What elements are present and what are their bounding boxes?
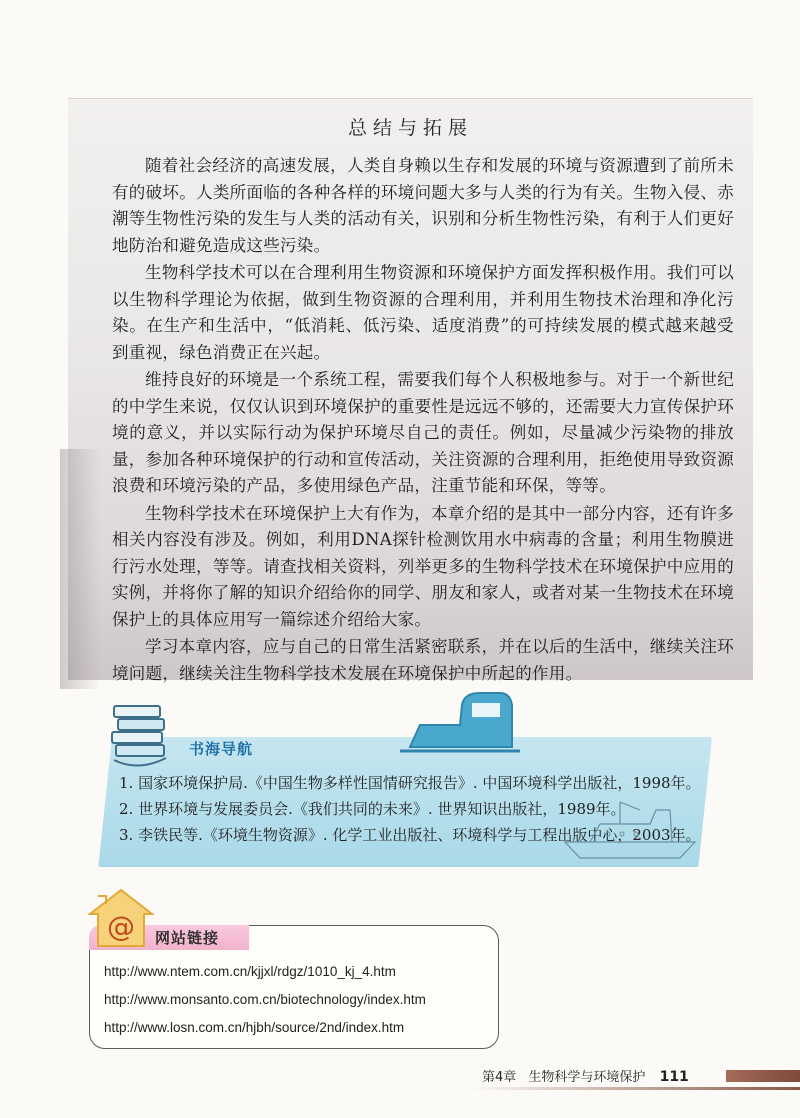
- list-item: 1. 国家环境保护局.《中国生物多样性国情研究报告》. 中国环境科学出版社，1998年。: [119, 774, 701, 792]
- ship-outline-icon: [560, 780, 710, 860]
- summary-panel: [68, 98, 753, 683]
- list-item: 3. 李铁民等.《环境生物资源》. 化学工业出版社、环境科学与工程出版中心，2003年。: [119, 826, 701, 844]
- url-link[interactable]: http://www.monsanto.com.cn/biotechnology/index.htm: [104, 992, 426, 1007]
- books-icon: [108, 700, 174, 772]
- summary-paragraph: 维持良好的环境是一个系统工程，需要我们每个人积极地参与。对于一个新世纪的中学生来说，仅仅认识到环境保护的重要性是远远不够的，还需要大力宣传保护环境的意义，并以实际行动为保护环境尽自己的责任。例如，尽量减少污染物的排放量，参加各种环境保护的行动和宣传活动，关注资源的合理利用，拒绝使用导致资源浪费和环境污染的产品，多使用绿色产品，注重节能和环保，等等。: [112, 370, 734, 495]
- panel-shadow: [60, 449, 100, 689]
- footer-chapter-title: 生物科学与环境保护: [528, 1070, 646, 1085]
- url-link[interactable]: http://www.losn.com.cn/hjbh/source/2nd/index.htm: [104, 1020, 405, 1035]
- summary-paragraph: 生物科学技术在环境保护上大有作为，本章介绍的是其中一部分内容，还有许多相关内容没有涉及。例如，利用DNA探针检测饮用水中病毒的含量；利用生物膜进行污水处理，等等。请查找相关资料，列举更多的生物科学技术在环境保护中应用的实例，并将你了解的知识介绍给你的同学、朋友和家人，或者对某一生物技术在环境保护上的具体应用写一篇综述介绍给大家。: [112, 503, 734, 629]
- website-links-list: [104, 958, 426, 1042]
- url-link[interactable]: http://www.ntem.com.cn/kjjxl/rdgz/1010_kj_4.htm: [104, 964, 396, 979]
- svg-text:@: @: [107, 910, 135, 943]
- footer-bar: [726, 1070, 800, 1082]
- website-links-title: 网站链接: [155, 929, 220, 947]
- summary-paragraph: 学习本章内容，应与自己的日常生活紧密联系，并在以后的生活中，继续关注环境问题，继续关注生物科学技术发展在环境保护中所起的作用。: [112, 637, 734, 683]
- book-guide-title: 书海导航: [189, 740, 254, 758]
- summary-paragraph: 生物科学技术可以在合理利用生物资源和环境保护方面发挥积极作用。我们可以以生物科学理论为依据，做到生物资源的合理利用，并利用生物技术治理和净化污染。在生产和生活中，“低消耗、低污染、适度消费”的可持续发展的模式越来越受到重视，绿色消费正在兴起。: [112, 263, 734, 362]
- summary-title: 总结与拓展: [347, 117, 473, 139]
- footer-chapter: 第4章: [482, 1070, 517, 1085]
- page-footer: [482, 1066, 689, 1085]
- summary-body: [112, 153, 734, 688]
- footer-rule: [470, 1087, 800, 1090]
- page-number: 111: [659, 1069, 689, 1085]
- at-sign-house-icon: [86, 888, 156, 950]
- list-item: 2. 世界环境与发展委员会.《我们共同的未来》. 世界知识出版社，1989年。: [119, 800, 626, 818]
- summary-paragraph: 随着社会经济的高速发展，人类自身赖以生存和发展的环境与资源遭到了前所未有的破坏。人类所面临的各种各样的环境问题大多与人类的行为有关。生物入侵、赤潮等生物性污染的发生与人类的活动有关，识别和分析生物性污染，有利于人们更好地防治和避免造成这些污染。: [112, 156, 734, 255]
- ship-icon: [400, 685, 520, 755]
